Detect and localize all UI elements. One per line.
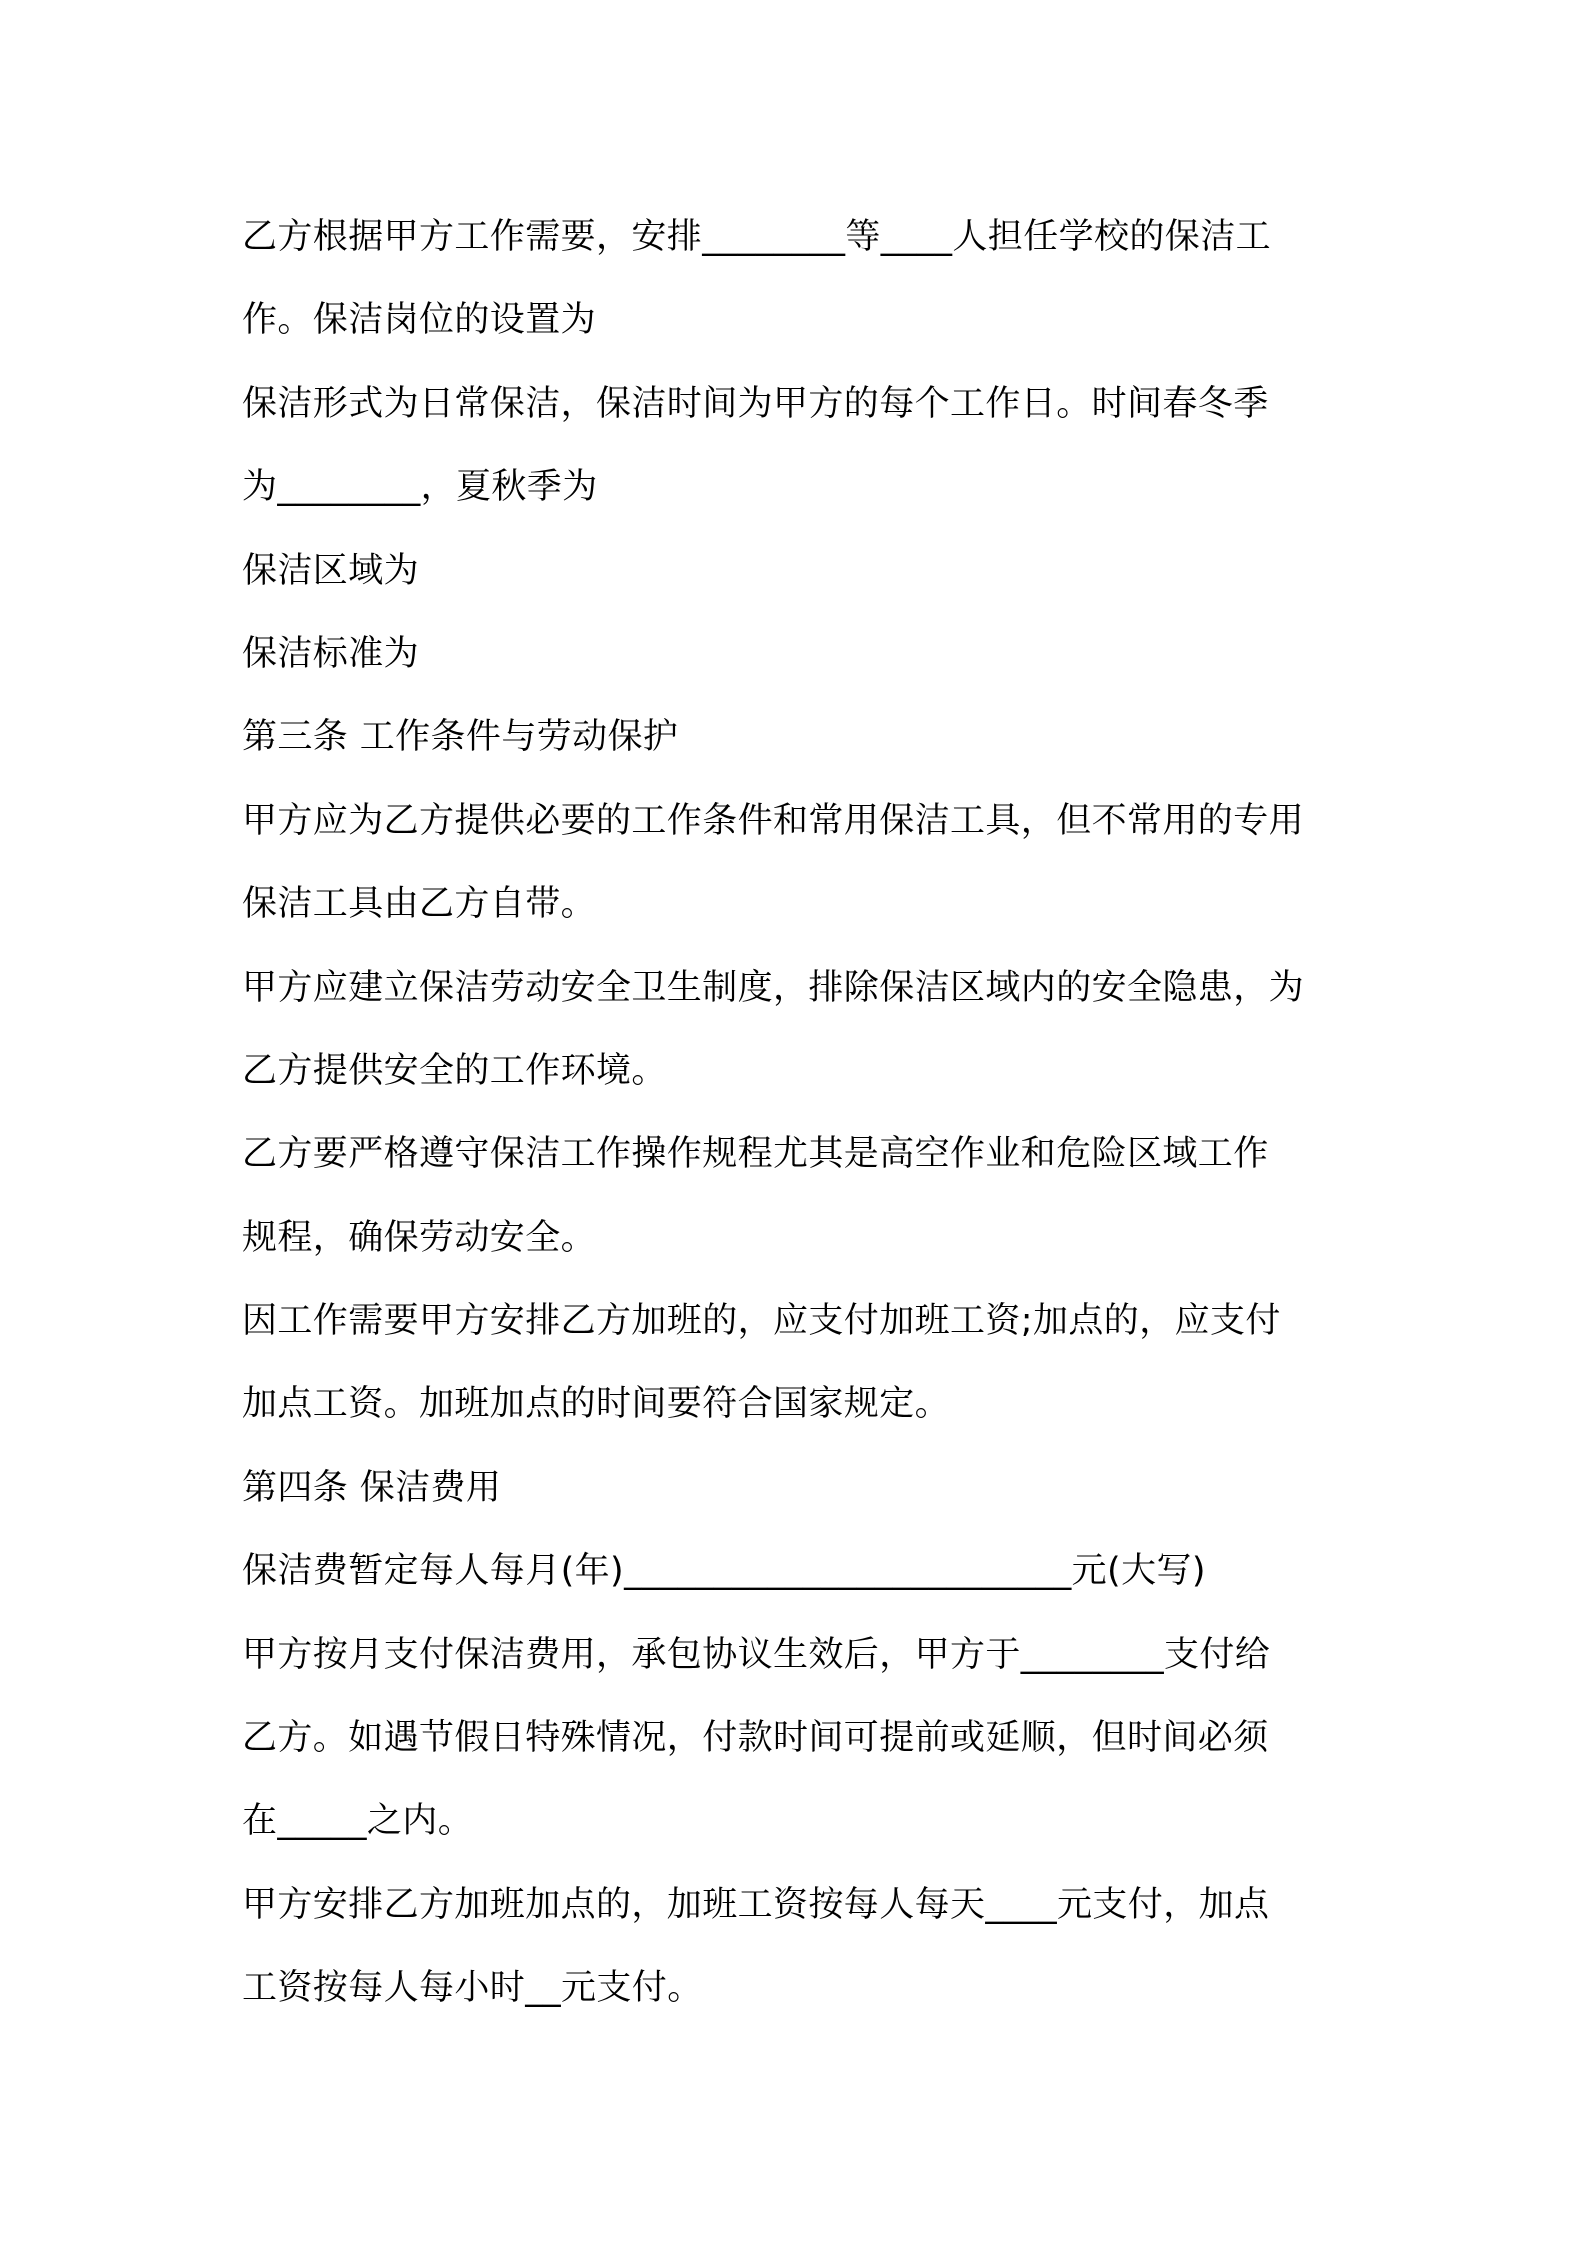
paragraph-line: 保洁区域为 — [242, 550, 420, 591]
paragraph-line: 乙方要严格遵守保洁工作操作规程尤其是高空作业和危险区域工作 — [242, 1134, 1269, 1175]
paragraph-line: 为________，夏秋季为 — [242, 467, 598, 508]
paragraph-line: 保洁费暂定每人每月(年)_________________________元(大写) — [242, 1551, 1206, 1592]
section-heading: 第四条 保洁费用 — [242, 1467, 502, 1508]
paragraph-line: 加点工资。加班加点的时间要符合国家规定。 — [242, 1384, 951, 1425]
paragraph-line: 因工作需要甲方安排乙方加班的，应支付加班工资;加点的，应支付 — [242, 1301, 1281, 1342]
section-heading: 第三条 工作条件与劳动保护 — [242, 717, 679, 758]
paragraph-line: 保洁标准为 — [242, 633, 420, 674]
paragraph-line: 作。保洁岗位的设置为 — [242, 300, 597, 341]
paragraph-line: 工资按每人每小时__元支付。 — [242, 1968, 703, 2009]
paragraph-line: 甲方应建立保洁劳动安全卫生制度，排除保洁区域内的安全隐患，为 — [242, 967, 1305, 1008]
paragraph-line: 甲方应为乙方提供必要的工作条件和常用保洁工具，但不常用的专用 — [242, 800, 1305, 841]
paragraph-line: 乙方根据甲方工作需要，安排________等____人担任学校的保洁工 — [242, 217, 1272, 257]
paragraph-line: 在_____之内。 — [242, 1801, 474, 1842]
paragraph-line: 规程，确保劳动安全。 — [242, 1217, 597, 1258]
paragraph-line: 甲方按月支付保洁费用，承包协议生效后，甲方于________支付给 — [242, 1634, 1271, 1675]
paragraph-line: 乙方。如遇节假日特殊情况，付款时间可提前或延顺，但时间必须 — [242, 1718, 1269, 1759]
paragraph-line: 乙方提供安全的工作环境。 — [242, 1050, 667, 1091]
paragraph-line: 保洁形式为日常保洁，保洁时间为甲方的每个工作日。时间春冬季 — [242, 383, 1269, 424]
document-body — [242, 196, 1362, 2031]
paragraph-line: 甲方安排乙方加班加点的，加班工资按每人每天____元支付，加点 — [242, 1884, 1270, 1925]
paragraph-line: 保洁工具由乙方自带。 — [242, 884, 597, 925]
